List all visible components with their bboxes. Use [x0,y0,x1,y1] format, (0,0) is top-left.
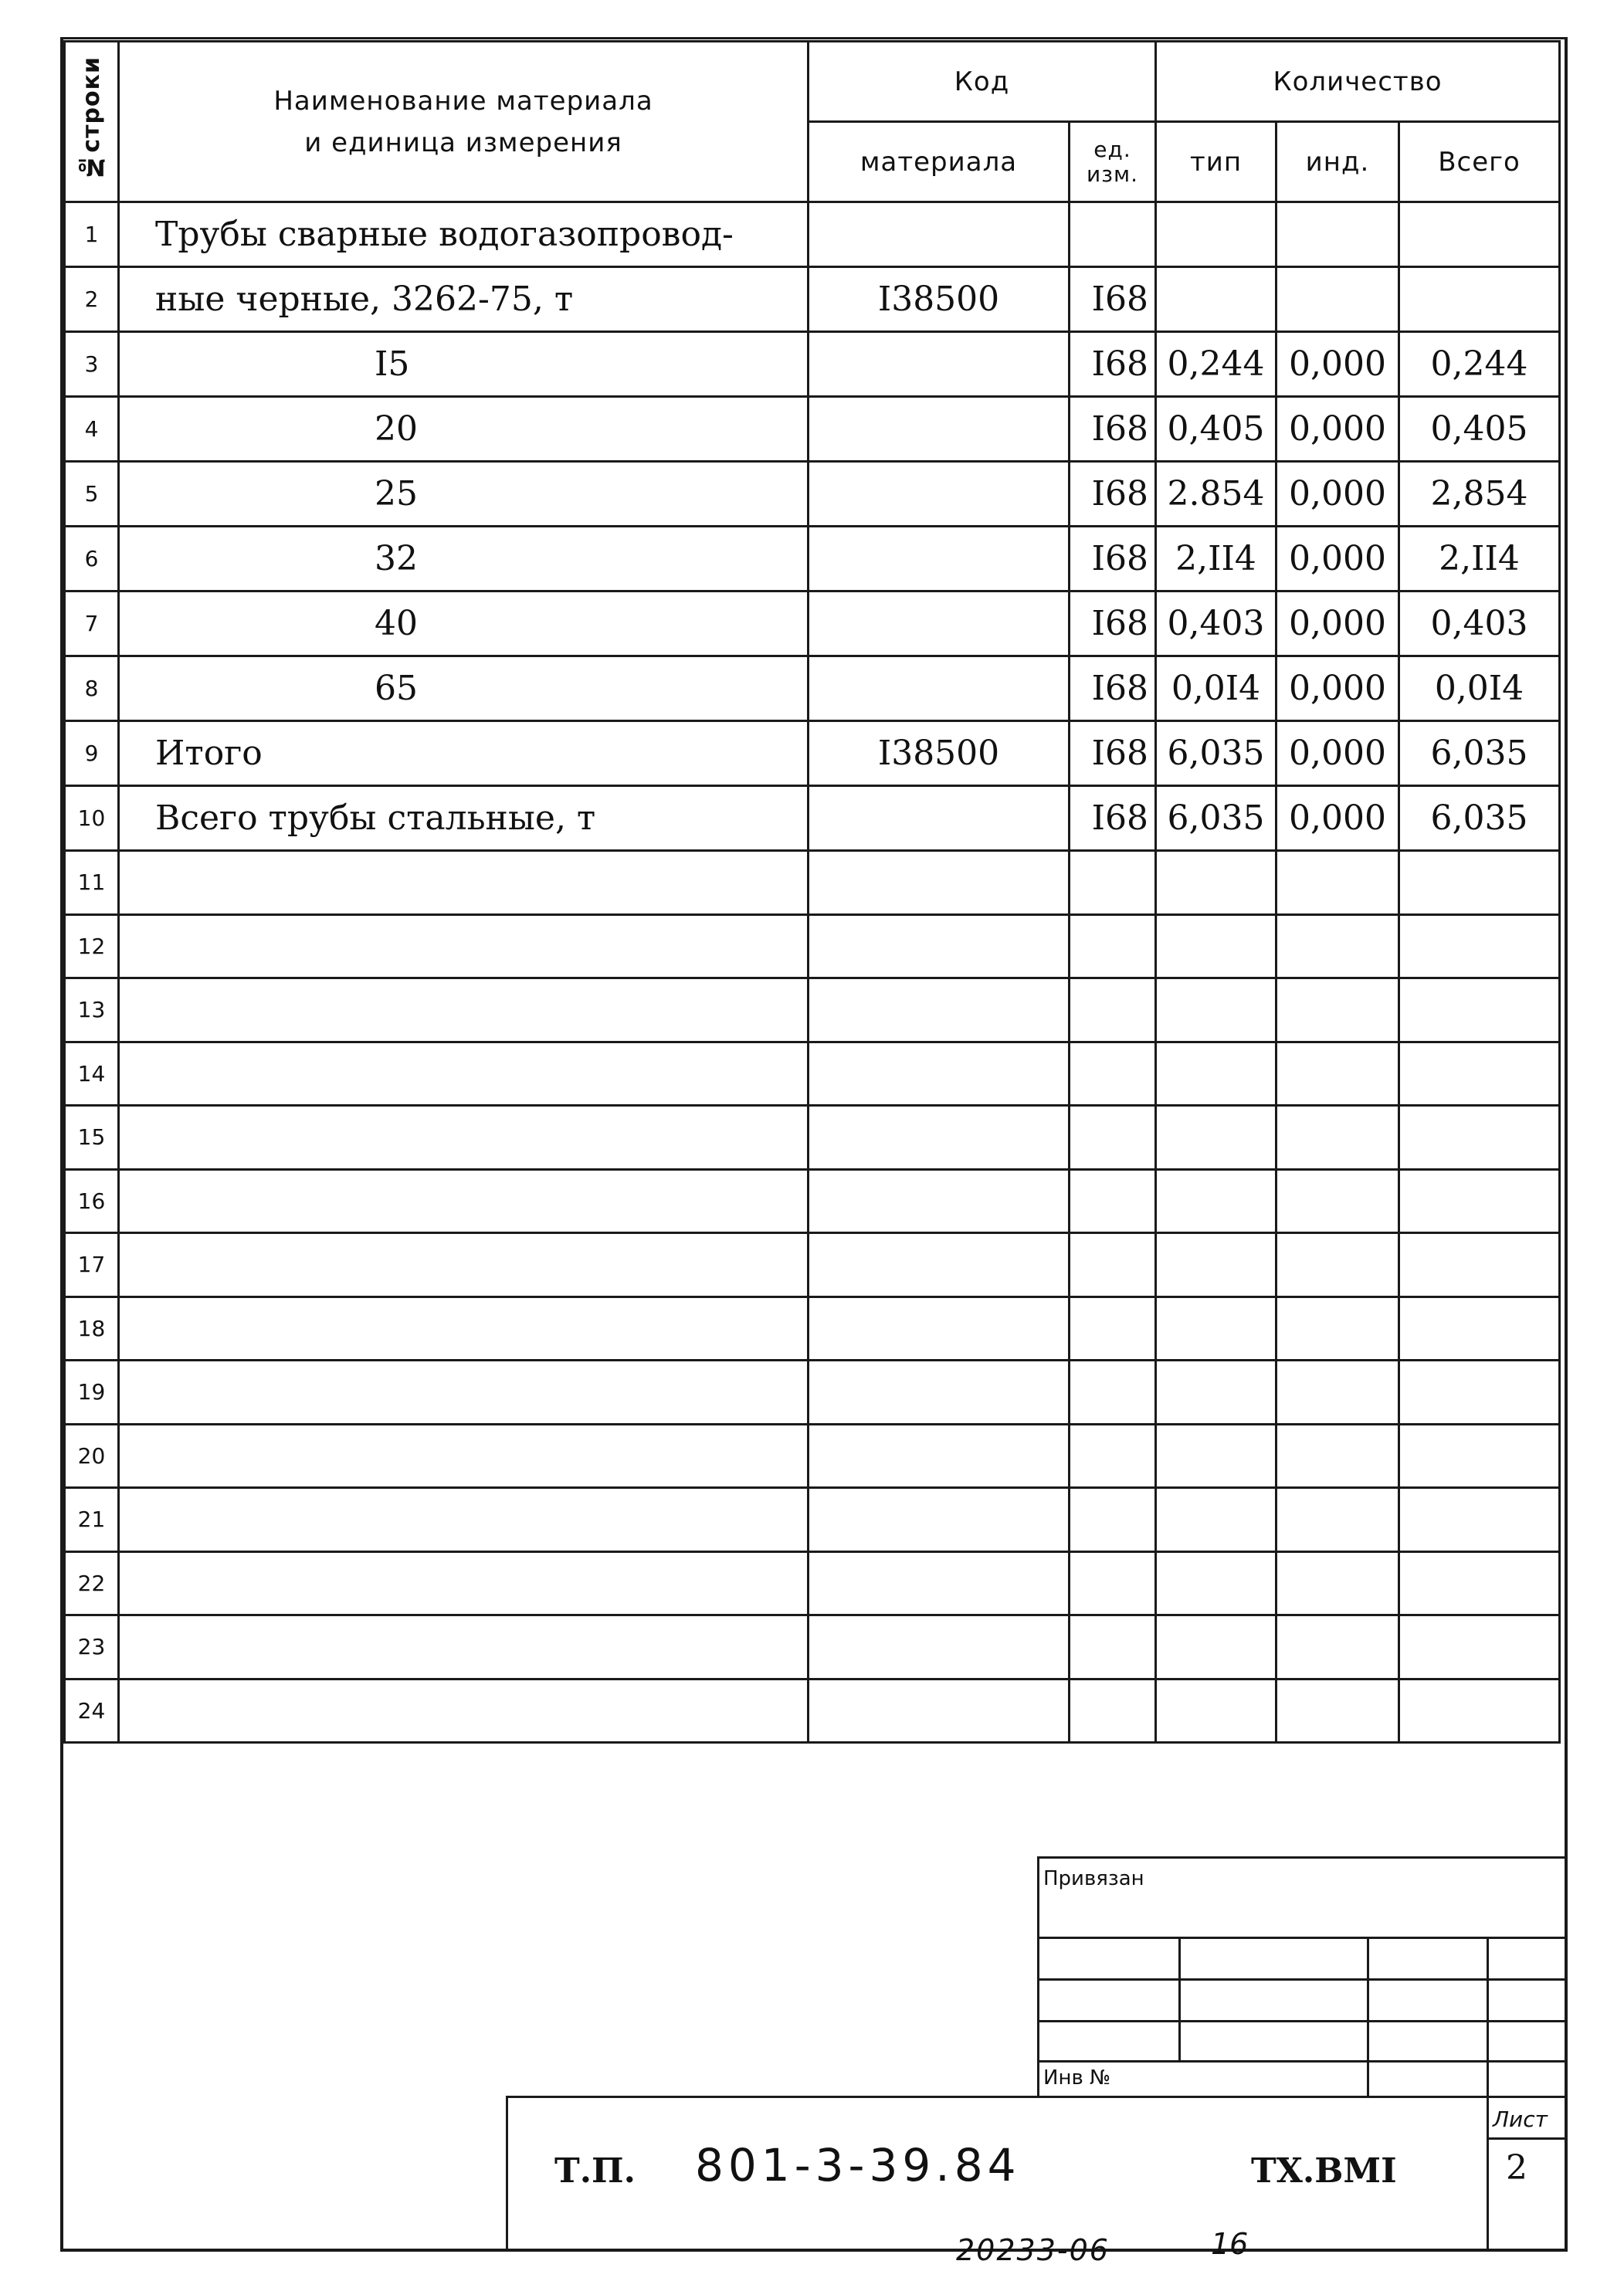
tip-quantity-cell [1156,202,1276,267]
tip-quantity-cell [1156,978,1276,1042]
tip-quantity-cell: 0,0I4 [1156,656,1276,721]
ind-quantity-cell: 0,000 [1276,462,1399,527]
tip-quantity-cell [1156,851,1276,915]
material-name-cell [119,1488,809,1552]
total-quantity-cell: 2,II4 [1399,527,1560,591]
row-number-cell: 3 [65,332,119,397]
tip-quantity-cell [1156,1551,1276,1615]
tip-quantity-cell: 0,403 [1156,591,1276,656]
row-number-cell: 19 [65,1361,119,1425]
material-code-cell [809,332,1070,397]
unit-cell [1070,1297,1156,1361]
tip-quantity-cell [1156,1488,1276,1552]
total-quantity-cell [1399,851,1560,915]
material-name-cell: ные черные, 3262-75, т [119,267,809,332]
row-number-cell: 16 [65,1169,119,1233]
total-quantity-cell [1399,1042,1560,1106]
row-number-cell: 5 [65,462,119,527]
material-code-cell [809,914,1070,978]
material-name-cell [119,1361,809,1425]
unit-cell [1070,1424,1156,1488]
material-name-cell: Трубы сварные водогазопровод- [119,202,809,267]
table-row [65,332,1560,397]
row-number-cell: 2 [65,267,119,332]
unit-cell [1070,1106,1156,1170]
table-row [65,1106,1560,1170]
table-row [65,1679,1560,1743]
material-name-cell: 40 [119,591,809,656]
unit-cell: I68 [1070,462,1156,527]
stamp-top-border [1037,1856,1567,1859]
material-name-cell [119,1233,809,1297]
total-quantity-cell [1399,1615,1560,1680]
name-header-line1: Наименование материала [273,85,653,117]
table-row [65,786,1560,851]
unit-cell: I68 [1070,721,1156,786]
row-number-header-label: №строки [78,56,105,181]
unit-cell: I68 [1070,786,1156,851]
table-row [65,851,1560,915]
ind-quantity-cell: 0,000 [1276,591,1399,656]
ind-header: инд. [1276,122,1399,202]
ind-quantity-cell [1276,1042,1399,1106]
ind-quantity-cell [1276,1233,1399,1297]
tip-quantity-cell: 2,II4 [1156,527,1276,591]
unit-header-line2: изм. [1086,161,1139,187]
unit-cell [1070,1679,1156,1743]
unit-header-line1: ед. [1093,136,1131,162]
total-quantity-cell [1399,1233,1560,1297]
row-number-cell: 24 [65,1679,119,1743]
row-number-cell: 17 [65,1233,119,1297]
material-name-cell [119,914,809,978]
unit-cell [1070,1615,1156,1680]
ind-quantity-cell [1276,1169,1399,1233]
unit-cell [1070,1488,1156,1552]
tip-quantity-cell [1156,1361,1276,1425]
total-quantity-cell: 0,403 [1399,591,1560,656]
table-row [65,978,1560,1042]
unit-cell: I68 [1070,397,1156,462]
material-code-cell [809,202,1070,267]
unit-cell: I68 [1070,527,1156,591]
row-number-cell: 4 [65,397,119,462]
material-name-cell [119,1551,809,1615]
ind-quantity-cell: 0,000 [1276,721,1399,786]
ind-quantity-cell: 0,000 [1276,527,1399,591]
tip-quantity-cell [1156,1233,1276,1297]
unit-cell: I68 [1070,267,1156,332]
table-row [65,1488,1560,1552]
quantity-header: Количество [1156,42,1560,122]
material-name-cell: 25 [119,462,809,527]
code-header: Код [809,42,1156,122]
sheet-number: 2 [1506,2148,1527,2188]
unit-cell [1070,978,1156,1042]
table-row [65,462,1560,527]
inv-label: Инв № [1043,2066,1111,2090]
ind-quantity-cell [1276,1551,1399,1615]
total-quantity-cell [1399,1679,1560,1743]
doc-code: ТХ.ВМI [1251,2151,1397,2191]
archive-number: 20233-06 [956,2233,1110,2267]
row-number-cell: 21 [65,1488,119,1552]
table-row [65,1169,1560,1233]
ind-quantity-cell [1276,202,1399,267]
ind-quantity-cell [1276,1615,1399,1680]
tip-quantity-cell [1156,914,1276,978]
tip-quantity-cell: 0,244 [1156,332,1276,397]
tip-quantity-cell [1156,1679,1276,1743]
table-row [65,1551,1560,1615]
unit-cell: I68 [1070,591,1156,656]
material-code-cell [809,656,1070,721]
table-row [65,1361,1560,1425]
tip-quantity-cell: 2.854 [1156,462,1276,527]
total-quantity-cell: 0,0I4 [1399,656,1560,721]
material-name-cell: 20 [119,397,809,462]
titleblock-left-border [506,2096,508,2250]
ind-quantity-cell [1276,1106,1399,1170]
material-name-cell: 65 [119,656,809,721]
row-number-cell: 7 [65,591,119,656]
unit-cell [1070,1042,1156,1106]
tip-quantity-cell [1156,1169,1276,1233]
ind-quantity-cell [1276,267,1399,332]
name-header-line2: и единица измерения [304,127,622,158]
table-row [65,202,1560,267]
row-number-cell: 8 [65,656,119,721]
material-code-cell [809,1551,1070,1615]
unit-cell [1070,1361,1156,1425]
material-name-cell: Итого [119,721,809,786]
material-code-cell: I38500 [809,721,1070,786]
material-code-cell [809,1488,1070,1552]
material-code-cell [809,591,1070,656]
tip-quantity-cell: 6,035 [1156,786,1276,851]
material-code-cell [809,527,1070,591]
table-row [65,397,1560,462]
ind-quantity-cell [1276,851,1399,915]
row-number-cell: 23 [65,1615,119,1680]
total-quantity-cell [1399,267,1560,332]
total-quantity-cell [1399,1551,1560,1615]
total-quantity-cell [1399,1488,1560,1552]
bound-label: Привязан [1043,1867,1144,1890]
ind-quantity-cell [1276,1361,1399,1425]
ind-quantity-cell: 0,000 [1276,397,1399,462]
unit-cell: I68 [1070,656,1156,721]
tip-quantity-cell [1156,1615,1276,1680]
project-number: 801-3-39.84 [695,2139,1021,2191]
ind-quantity-cell: 0,000 [1276,656,1399,721]
material-code-cell: I38500 [809,267,1070,332]
material-code-cell [809,397,1070,462]
ind-quantity-cell [1276,1297,1399,1361]
material-code-cell [809,786,1070,851]
tip-quantity-cell: 0,405 [1156,397,1276,462]
row-number-cell: 18 [65,1297,119,1361]
total-quantity-cell [1399,1169,1560,1233]
table-row [65,1297,1560,1361]
material-code-cell [809,1361,1070,1425]
table-row [65,656,1560,721]
table-row [65,1424,1560,1488]
unit-header [1070,122,1156,202]
material-name-cell [119,1424,809,1488]
unit-cell [1070,914,1156,978]
total-quantity-cell: 0,244 [1399,332,1560,397]
total-quantity-cell: 0,405 [1399,397,1560,462]
material-code-cell [809,851,1070,915]
total-quantity-cell [1399,202,1560,267]
ind-quantity-cell [1276,1424,1399,1488]
tip-quantity-cell: 6,035 [1156,721,1276,786]
total-quantity-cell [1399,978,1560,1042]
material-name-cell [119,1297,809,1361]
table-row [65,267,1560,332]
material-code-cell [809,1106,1070,1170]
total-quantity-cell [1399,1361,1560,1425]
titleblock-top-border [506,2096,1567,2098]
material-code-cell [809,1169,1070,1233]
ind-quantity-cell [1276,914,1399,978]
tip-quantity-cell [1156,1106,1276,1170]
ind-quantity-cell: 0,000 [1276,786,1399,851]
material-code-cell [809,978,1070,1042]
total-quantity-cell: 6,035 [1399,721,1560,786]
unit-cell: I68 [1070,332,1156,397]
table-row [65,1615,1560,1680]
material-code-cell [809,1297,1070,1361]
row-number-header [65,42,119,202]
total-quantity-cell [1399,914,1560,978]
tip-quantity-cell [1156,1424,1276,1488]
material-code-cell [809,1233,1070,1297]
total-quantity-cell [1399,1106,1560,1170]
unit-cell [1070,851,1156,915]
row-number-cell: 22 [65,1551,119,1615]
table-row [65,591,1560,656]
table-row [65,914,1560,978]
stamp-col-1 [1178,1937,1181,2060]
materials-table [63,40,1561,1744]
material-code-cell [809,1424,1070,1488]
row-number-cell: 6 [65,527,119,591]
material-name-cell [119,978,809,1042]
tip-quantity-cell [1156,1042,1276,1106]
sheet-label: Лист [1493,2107,1548,2132]
project-prefix: Т.П. [554,2151,636,2191]
table-row [65,527,1560,591]
row-number-cell: 9 [65,721,119,786]
total-quantity-cell: 6,035 [1399,786,1560,851]
material-name-cell: Всего трубы стальные, т [119,786,809,851]
material-name-cell [119,1615,809,1680]
total-quantity-cell: 2,854 [1399,462,1560,527]
ind-quantity-cell [1276,1488,1399,1552]
material-name-cell [119,1042,809,1106]
ind-quantity-cell: 0,000 [1276,332,1399,397]
row-number-cell: 15 [65,1106,119,1170]
unit-cell [1070,1551,1156,1615]
total-quantity-cell [1399,1297,1560,1361]
tip-header: тип [1156,122,1276,202]
material-code-cell [809,1042,1070,1106]
sheet-divider [1487,2137,1567,2140]
unit-cell [1070,1233,1156,1297]
table-row [65,1233,1560,1297]
row-number-cell: 13 [65,978,119,1042]
material-name-cell [119,1679,809,1743]
row-number-cell: 1 [65,202,119,267]
ind-quantity-cell [1276,978,1399,1042]
stamp-col-3 [1487,1937,1489,2250]
unit-cell [1070,202,1156,267]
table-row [65,1042,1560,1106]
row-number-cell: 20 [65,1424,119,1488]
stamp-col-2 [1367,1937,1369,2096]
material-name-cell [119,851,809,915]
row-number-cell: 11 [65,851,119,915]
ind-quantity-cell [1276,1679,1399,1743]
material-name-cell: 32 [119,527,809,591]
material-name-cell: I5 [119,332,809,397]
material-code-header: материала [809,122,1070,202]
tip-quantity-cell [1156,267,1276,332]
row-number-cell: 14 [65,1042,119,1106]
tip-quantity-cell [1156,1297,1276,1361]
material-code-cell [809,1615,1070,1680]
page-number: 16 [1211,2227,1249,2261]
total-header: Всего [1399,122,1560,202]
material-name-cell [119,1106,809,1170]
name-header [119,42,809,202]
material-code-cell [809,462,1070,527]
material-name-cell [119,1169,809,1233]
row-number-cell: 12 [65,914,119,978]
unit-cell [1070,1169,1156,1233]
total-quantity-cell [1399,1424,1560,1488]
material-code-cell [809,1679,1070,1743]
row-number-cell: 10 [65,786,119,851]
table-row [65,721,1560,786]
